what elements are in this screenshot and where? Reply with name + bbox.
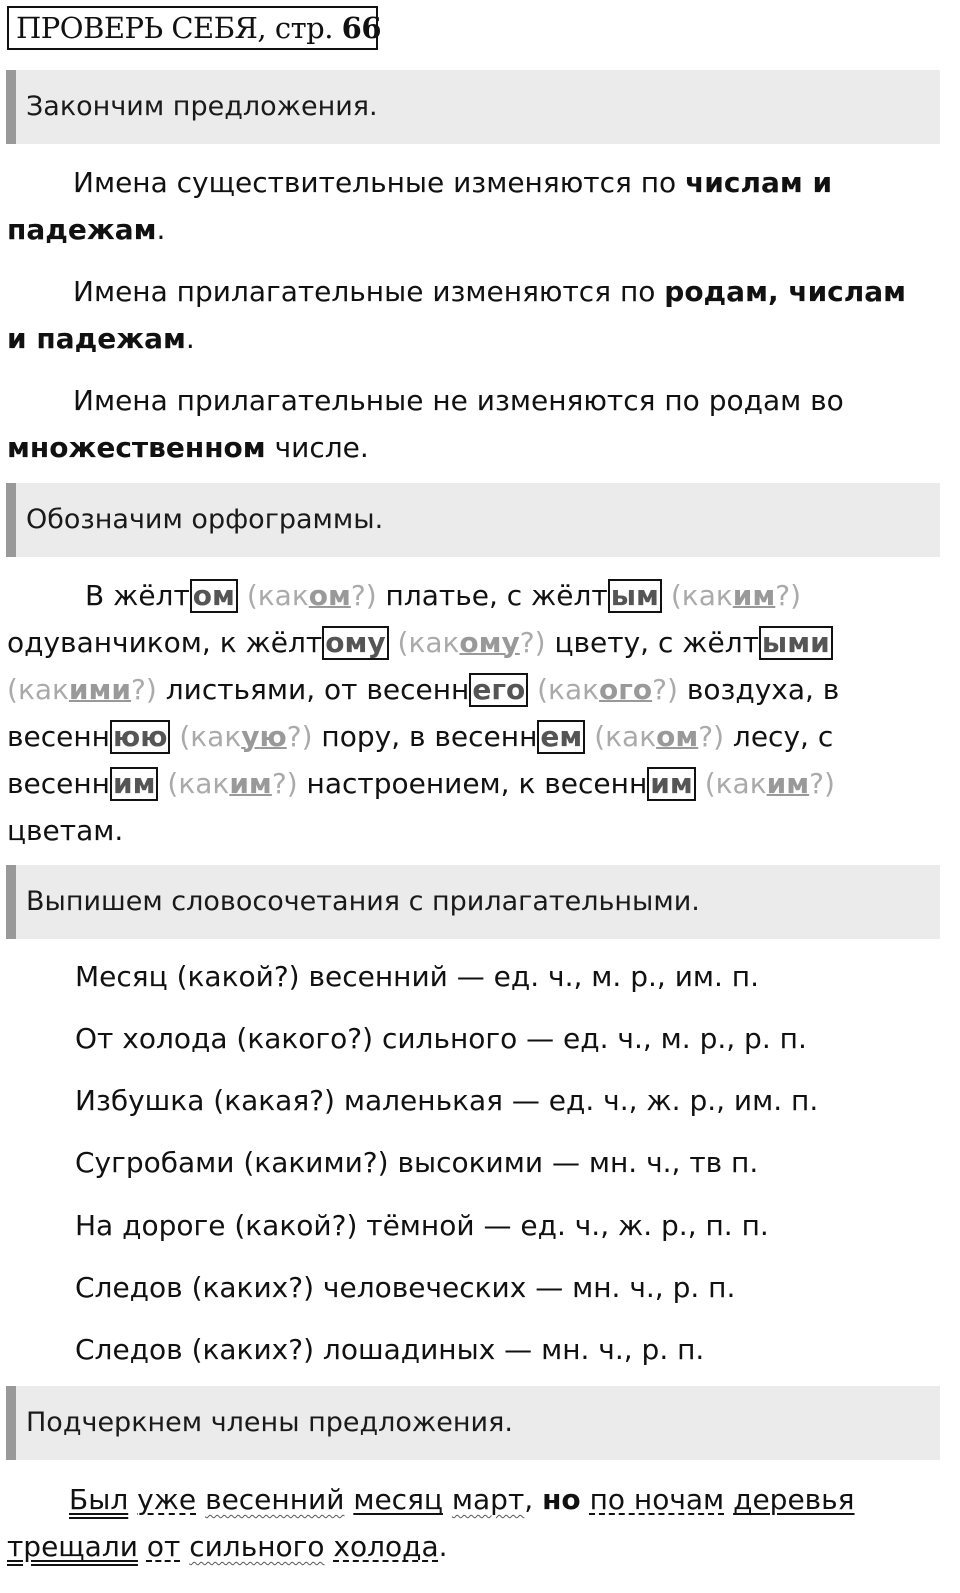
adverbial: холода — [333, 1530, 439, 1563]
orthogram-line-2: одуванчиком, к жёлт ому (какому?) цвету, с жёлт ыми — [7, 619, 942, 666]
question: (каком?) — [594, 720, 725, 753]
adverbial: по ночам — [589, 1483, 725, 1516]
orthogram-line-6: цветам. — [7, 814, 124, 847]
attribute: сильного — [189, 1530, 325, 1563]
question: (каким?) — [670, 579, 802, 612]
sentence-line-2: трещали от сильного холода. — [7, 1530, 448, 1563]
question: (какого?) — [537, 673, 678, 706]
phrase-item: От холода (какого?) сильного — ед. ч., м. р., р. п. — [75, 1022, 807, 1055]
attribute: весенний — [205, 1483, 345, 1516]
phrase-item: Избушка (какая?) маленькая — ед. ч., ж. р., им. п. — [75, 1084, 819, 1117]
phrase-item: Месяц (какой?) весенний — ед. ч., м. р., им. п. — [75, 960, 760, 993]
orthogram-line-3: (какими?) листьями, от весенн его (какого?) воздуха, в — [7, 673, 840, 706]
conjunction: но — [542, 1483, 581, 1516]
paragraph-adjectives: Имена прилагательные изменяются по родам, числам и падежам. — [7, 275, 907, 355]
ending-box: ыми — [759, 626, 833, 660]
orthogram-text — [7, 572, 942, 854]
ending-box: ым — [608, 579, 662, 613]
apposition: март — [451, 1483, 525, 1516]
ending-box: его — [469, 673, 528, 707]
section-header-phrases: Выпишем словосочетания с прилагательными. — [6, 865, 940, 939]
orthogram-line-4: весенн юю (какую?) пору, в весенн ем (каком?) лесу, с — [7, 720, 834, 753]
paragraph-nouns: Имена существительные изменяются по числам и падежам. — [7, 166, 833, 246]
ending-box: ем — [537, 720, 585, 754]
orthogram-line-1: В жёлт ом (каком?) платье, с жёлт ым (каким?) — [85, 579, 802, 612]
phrase-item: Сугробами (какими?) высокими — мн. ч., тв п. — [75, 1146, 759, 1179]
ending-box: им — [110, 767, 159, 801]
predicate: Был — [69, 1483, 129, 1516]
ending-box: им — [647, 767, 696, 801]
page-title — [7, 6, 382, 50]
ending-box: ому — [322, 626, 388, 660]
question: (какому?) — [397, 626, 546, 659]
sentence-line-1: Был уже весенний месяц март, но по ночам деревья — [69, 1483, 855, 1516]
question: (каком?) — [246, 579, 377, 612]
question: (какими?) — [7, 673, 157, 706]
page-number: 66 — [341, 11, 382, 45]
adverbial: уже — [137, 1483, 197, 1516]
title-text: ПРОВЕРЬ СЕБЯ, стр. — [16, 11, 333, 45]
phrase-item: Следов (каких?) лошадиных — мн. ч., р. п. — [75, 1333, 705, 1366]
subject: деревья — [733, 1483, 855, 1516]
paragraph-plural: Имена прилагательные не изменяются по родам во множественном числе. — [7, 384, 844, 464]
section-header-finish-sentences: Закончим предложения. — [6, 70, 940, 144]
question: (каким?) — [704, 767, 835, 800]
adverbial: от — [146, 1530, 181, 1563]
phrase-item: Следов (каких?) человеческих — мн. ч., р. п. — [75, 1271, 736, 1304]
predicate: трещали — [7, 1530, 138, 1563]
phrase-item: На дороге (какой?) тёмной — ед. ч., ж. р., п. п. — [75, 1209, 769, 1242]
ending-box: юю — [110, 720, 170, 754]
parsed-sentence — [7, 1476, 937, 1570]
subject: месяц — [353, 1483, 443, 1516]
section-header-orthograms: Обозначим орфограммы. — [6, 483, 940, 557]
question: (каким?) — [167, 767, 298, 800]
question: (какую?) — [179, 720, 313, 753]
ending-box: ом — [190, 579, 238, 613]
section-header-sentence-members: Подчеркнем члены предложения. — [6, 1386, 940, 1460]
orthogram-line-5: весенн им (каким?) настроением, к весенн им (каким?) — [7, 767, 835, 800]
